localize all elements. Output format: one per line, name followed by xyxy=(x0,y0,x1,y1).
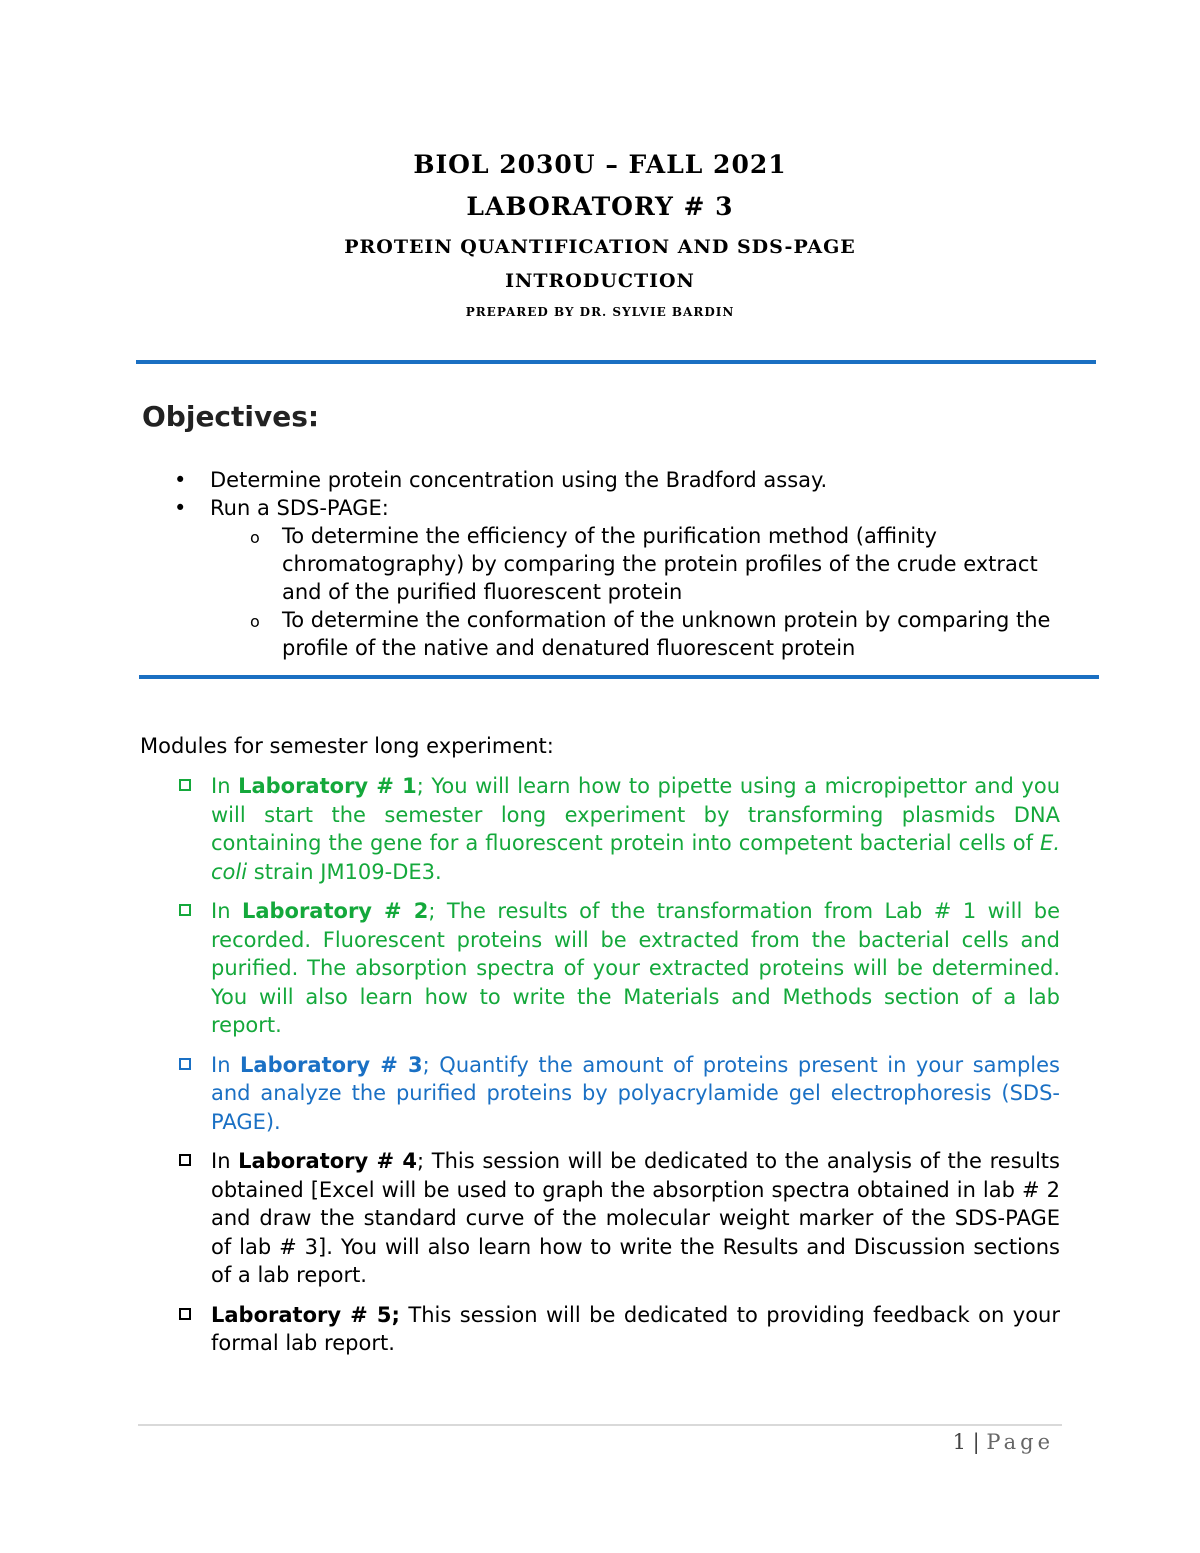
module-lab-4: In Laboratory # 4; This session will be dedicated to the analysis of the results obtained [Excel will be used to graph the absorption spectra obtained in lab # 2 and draw the standard curve of the molecular weight marker of the SDS-PAGE of lab # 3]. You will also learn how to write the Results and Discussion sections of a lab report. xyxy=(176,1147,1060,1290)
checkbox-icon xyxy=(179,1154,191,1166)
footer-divider xyxy=(138,1424,1062,1426)
top-divider xyxy=(136,360,1096,364)
module-lab-5: Laboratory # 5; This session will be dedicated to providing feedback on your formal lab report. xyxy=(176,1301,1060,1358)
objectives-list xyxy=(172,466,1072,662)
module-label: Laboratory # 5; xyxy=(211,1302,400,1327)
bottom-divider xyxy=(139,675,1099,679)
page-footer: 1 | Page xyxy=(952,1430,1054,1454)
document-header xyxy=(0,148,1200,324)
objectives-heading: Objectives: xyxy=(142,400,320,433)
objective-subitem: o To determine the conformation of the unknown protein by comparing the profile of the native and denatured fluorescent protein xyxy=(250,608,1051,660)
module-label: Laboratory # 1 xyxy=(238,774,417,798)
objective-sublist xyxy=(172,522,1072,662)
module-lab-1: In Laboratory # 1; You will learn how to pipette using a micropipettor and you will start the semester long experiment by transforming plasmids DNA containing the gene for a fluorescent protein into competent bacterial cells of E. coli strain JM109-DE3. xyxy=(176,772,1060,886)
lab-title: LABORATORY # 3 xyxy=(466,192,734,221)
checkbox-icon xyxy=(179,1058,191,1070)
objective-subitem: o To determine the efficiency of the purification method (affinity chromatography) by comparing the protein profiles of the crude extract and of the purified fluorescent protein xyxy=(250,524,1038,604)
objective-item: • Run a SDS-PAGE: xyxy=(174,496,389,520)
objective-item: • Determine protein concentration using the Bradford assay. xyxy=(174,468,828,492)
checkbox-icon xyxy=(179,904,191,916)
module-label: Laboratory # 2 xyxy=(241,899,429,923)
circle-bullet-icon: o xyxy=(250,612,260,631)
page-number: 1 xyxy=(952,1430,966,1454)
topic-title: PROTEIN QUANTIFICATION AND SDS-PAGE xyxy=(344,236,856,258)
page-label: Page xyxy=(986,1430,1054,1454)
circle-bullet-icon: o xyxy=(250,528,260,547)
section-title: INTRODUCTION xyxy=(505,270,695,292)
author-line: PREPARED BY DR. SYLVIE BARDIN xyxy=(465,305,735,319)
module-lab-3: In Laboratory # 3; Quantify the amount of proteins present in your samples and analyze the purified proteins by polyacrylamide gel electrophoresis (SDS-PAGE). xyxy=(176,1051,1060,1137)
module-label: Laboratory # 3 xyxy=(240,1052,423,1077)
modules-list xyxy=(176,772,1060,1369)
module-lab-2: In Laboratory # 2; The results of the transformation from Lab # 1 will be recorded. Fluorescent proteins will be extracted from the bacterial cells and purified. The absorption spectra of your extracted proteins will be determined. You will also learn how to write the Materials and Methods section of a lab report. xyxy=(176,897,1060,1040)
bullet-icon: • xyxy=(174,496,187,520)
checkbox-icon xyxy=(179,1308,191,1320)
course-title: BIOL 2030U – FALL 2021 xyxy=(413,150,787,179)
bullet-icon: • xyxy=(174,468,187,492)
checkbox-icon xyxy=(179,779,191,791)
module-label: Laboratory # 4 xyxy=(238,1149,418,1173)
species-name: E. coli xyxy=(211,831,1060,884)
modules-intro: Modules for semester long experiment: xyxy=(140,734,554,758)
